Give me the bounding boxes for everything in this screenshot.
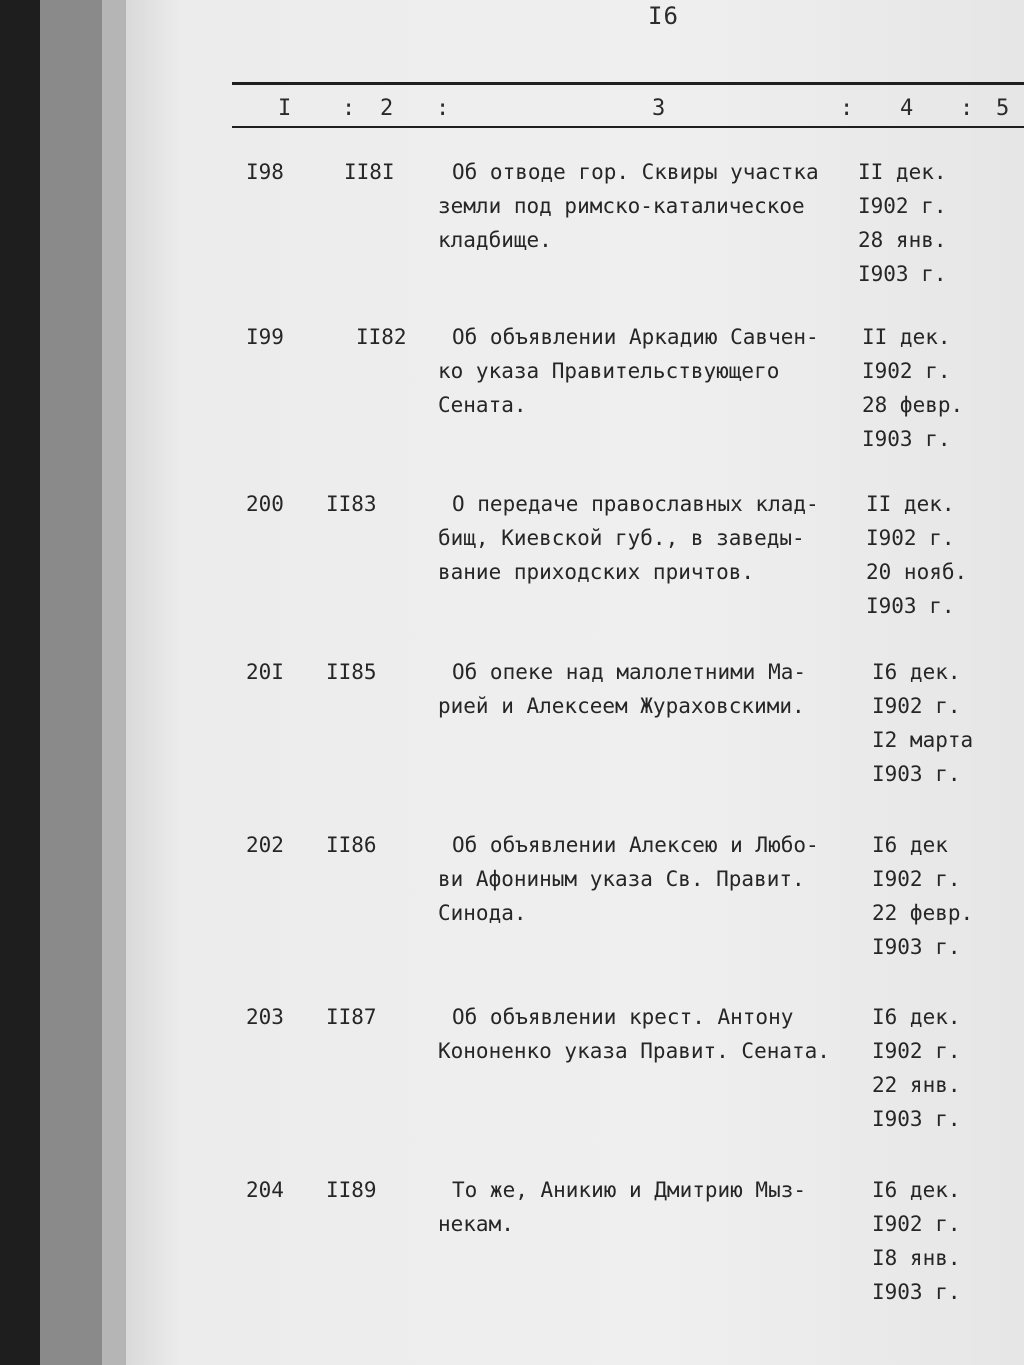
row-date-line: I2 марта	[872, 728, 974, 752]
binder-board-edge	[102, 0, 126, 1365]
row-date-line: II дек.	[858, 160, 947, 184]
row-date-line: I903 г.	[862, 427, 951, 451]
header-top-rule	[232, 82, 1024, 85]
row-number: 204	[246, 1178, 284, 1202]
row-description-line: Об объявлении Аркадию Савчен-	[452, 325, 819, 349]
row-date-line: II дек.	[862, 325, 951, 349]
row-date-line: II дек.	[866, 492, 955, 516]
row-date-line: I903 г.	[872, 1280, 961, 1304]
row-reference: II83	[326, 492, 377, 516]
row-reference: II87	[326, 1005, 377, 1029]
row-date-line: I6 дек.	[872, 660, 961, 684]
row-description-line: Сената.	[438, 393, 527, 417]
row-date-line: I902 г.	[858, 194, 947, 218]
row-date-line: I903 г.	[872, 762, 961, 786]
row-description-line: земли под римско-каталическое	[438, 194, 805, 218]
row-date-line: 28 янв.	[858, 228, 947, 252]
row-date-line: I903 г.	[872, 935, 961, 959]
row-date-line: I8 янв.	[872, 1246, 961, 1270]
row-date-line: 22 февр.	[872, 901, 974, 925]
row-number: 20I	[246, 660, 284, 684]
header-sep-3: :	[840, 96, 854, 121]
row-reference: II82	[356, 325, 407, 349]
row-description-line: бищ, Киевской губ., в заведы-	[438, 526, 805, 550]
row-reference: II86	[326, 833, 377, 857]
row-date-line: I903 г.	[858, 262, 947, 286]
row-description-line: Об отводе гор. Сквиры участка	[452, 160, 819, 184]
row-description-line: Об объявлении Алексею и Любо-	[452, 833, 819, 857]
row-description-line: ви Афониным указа Св. Правит.	[438, 867, 805, 891]
row-description-line: О передаче православных клад-	[452, 492, 819, 516]
header-col-4: 4	[900, 96, 914, 121]
row-date-line: I903 г.	[866, 594, 955, 618]
header-col-1: I	[278, 96, 292, 121]
row-reference: II89	[326, 1178, 377, 1202]
row-date-line: I902 г.	[872, 694, 961, 718]
row-number: I98	[246, 160, 284, 184]
row-description-line: Об объявлении крест. Антону	[452, 1005, 794, 1029]
row-description-line: Кононенко указа Правит. Сената.	[438, 1039, 830, 1063]
row-number: 203	[246, 1005, 284, 1029]
row-date-line: 20 нояб.	[866, 560, 968, 584]
row-date-line: I902 г.	[872, 1039, 961, 1063]
row-description-line: вание приходских причтов.	[438, 560, 755, 584]
header-sep-4: :	[960, 96, 974, 121]
row-number: 200	[246, 492, 284, 516]
row-description-line: кладбище.	[438, 228, 552, 252]
page-number: I6	[648, 2, 679, 30]
row-number: 202	[246, 833, 284, 857]
row-date-line: 28 февр.	[862, 393, 964, 417]
header-col-2: 2	[380, 96, 394, 121]
row-reference: II8I	[344, 160, 395, 184]
header-col-5: 5	[996, 96, 1010, 121]
header-bottom-rule	[232, 126, 1024, 128]
row-date-line: I902 г.	[866, 526, 955, 550]
row-date-line: I902 г.	[872, 867, 961, 891]
row-description-line: ко указа Правительствующего	[438, 359, 780, 383]
row-date-line: 22 янв.	[872, 1073, 961, 1097]
row-number: I99	[246, 325, 284, 349]
row-date-line: I6 дек.	[872, 1178, 961, 1202]
row-description-line: Об опеке над малолетними Ма-	[452, 660, 807, 684]
row-description-line: некам.	[438, 1212, 514, 1236]
row-description-line: То же, Аникию и Дмитрию Мыз-	[452, 1178, 807, 1202]
row-description-line: рией и Алексеем Жураховскими.	[438, 694, 805, 718]
header-sep-1: :	[342, 96, 356, 121]
row-date-line: I902 г.	[872, 1212, 961, 1236]
header-col-3: 3	[652, 96, 666, 121]
row-date-line: I6 дек.	[872, 1005, 961, 1029]
row-date-line: I903 г.	[872, 1107, 961, 1131]
row-date-line: I6 дек	[872, 833, 948, 857]
row-description-line: Синода.	[438, 901, 527, 925]
row-date-line: I902 г.	[862, 359, 951, 383]
row-reference: II85	[326, 660, 377, 684]
header-sep-2: :	[436, 96, 450, 121]
